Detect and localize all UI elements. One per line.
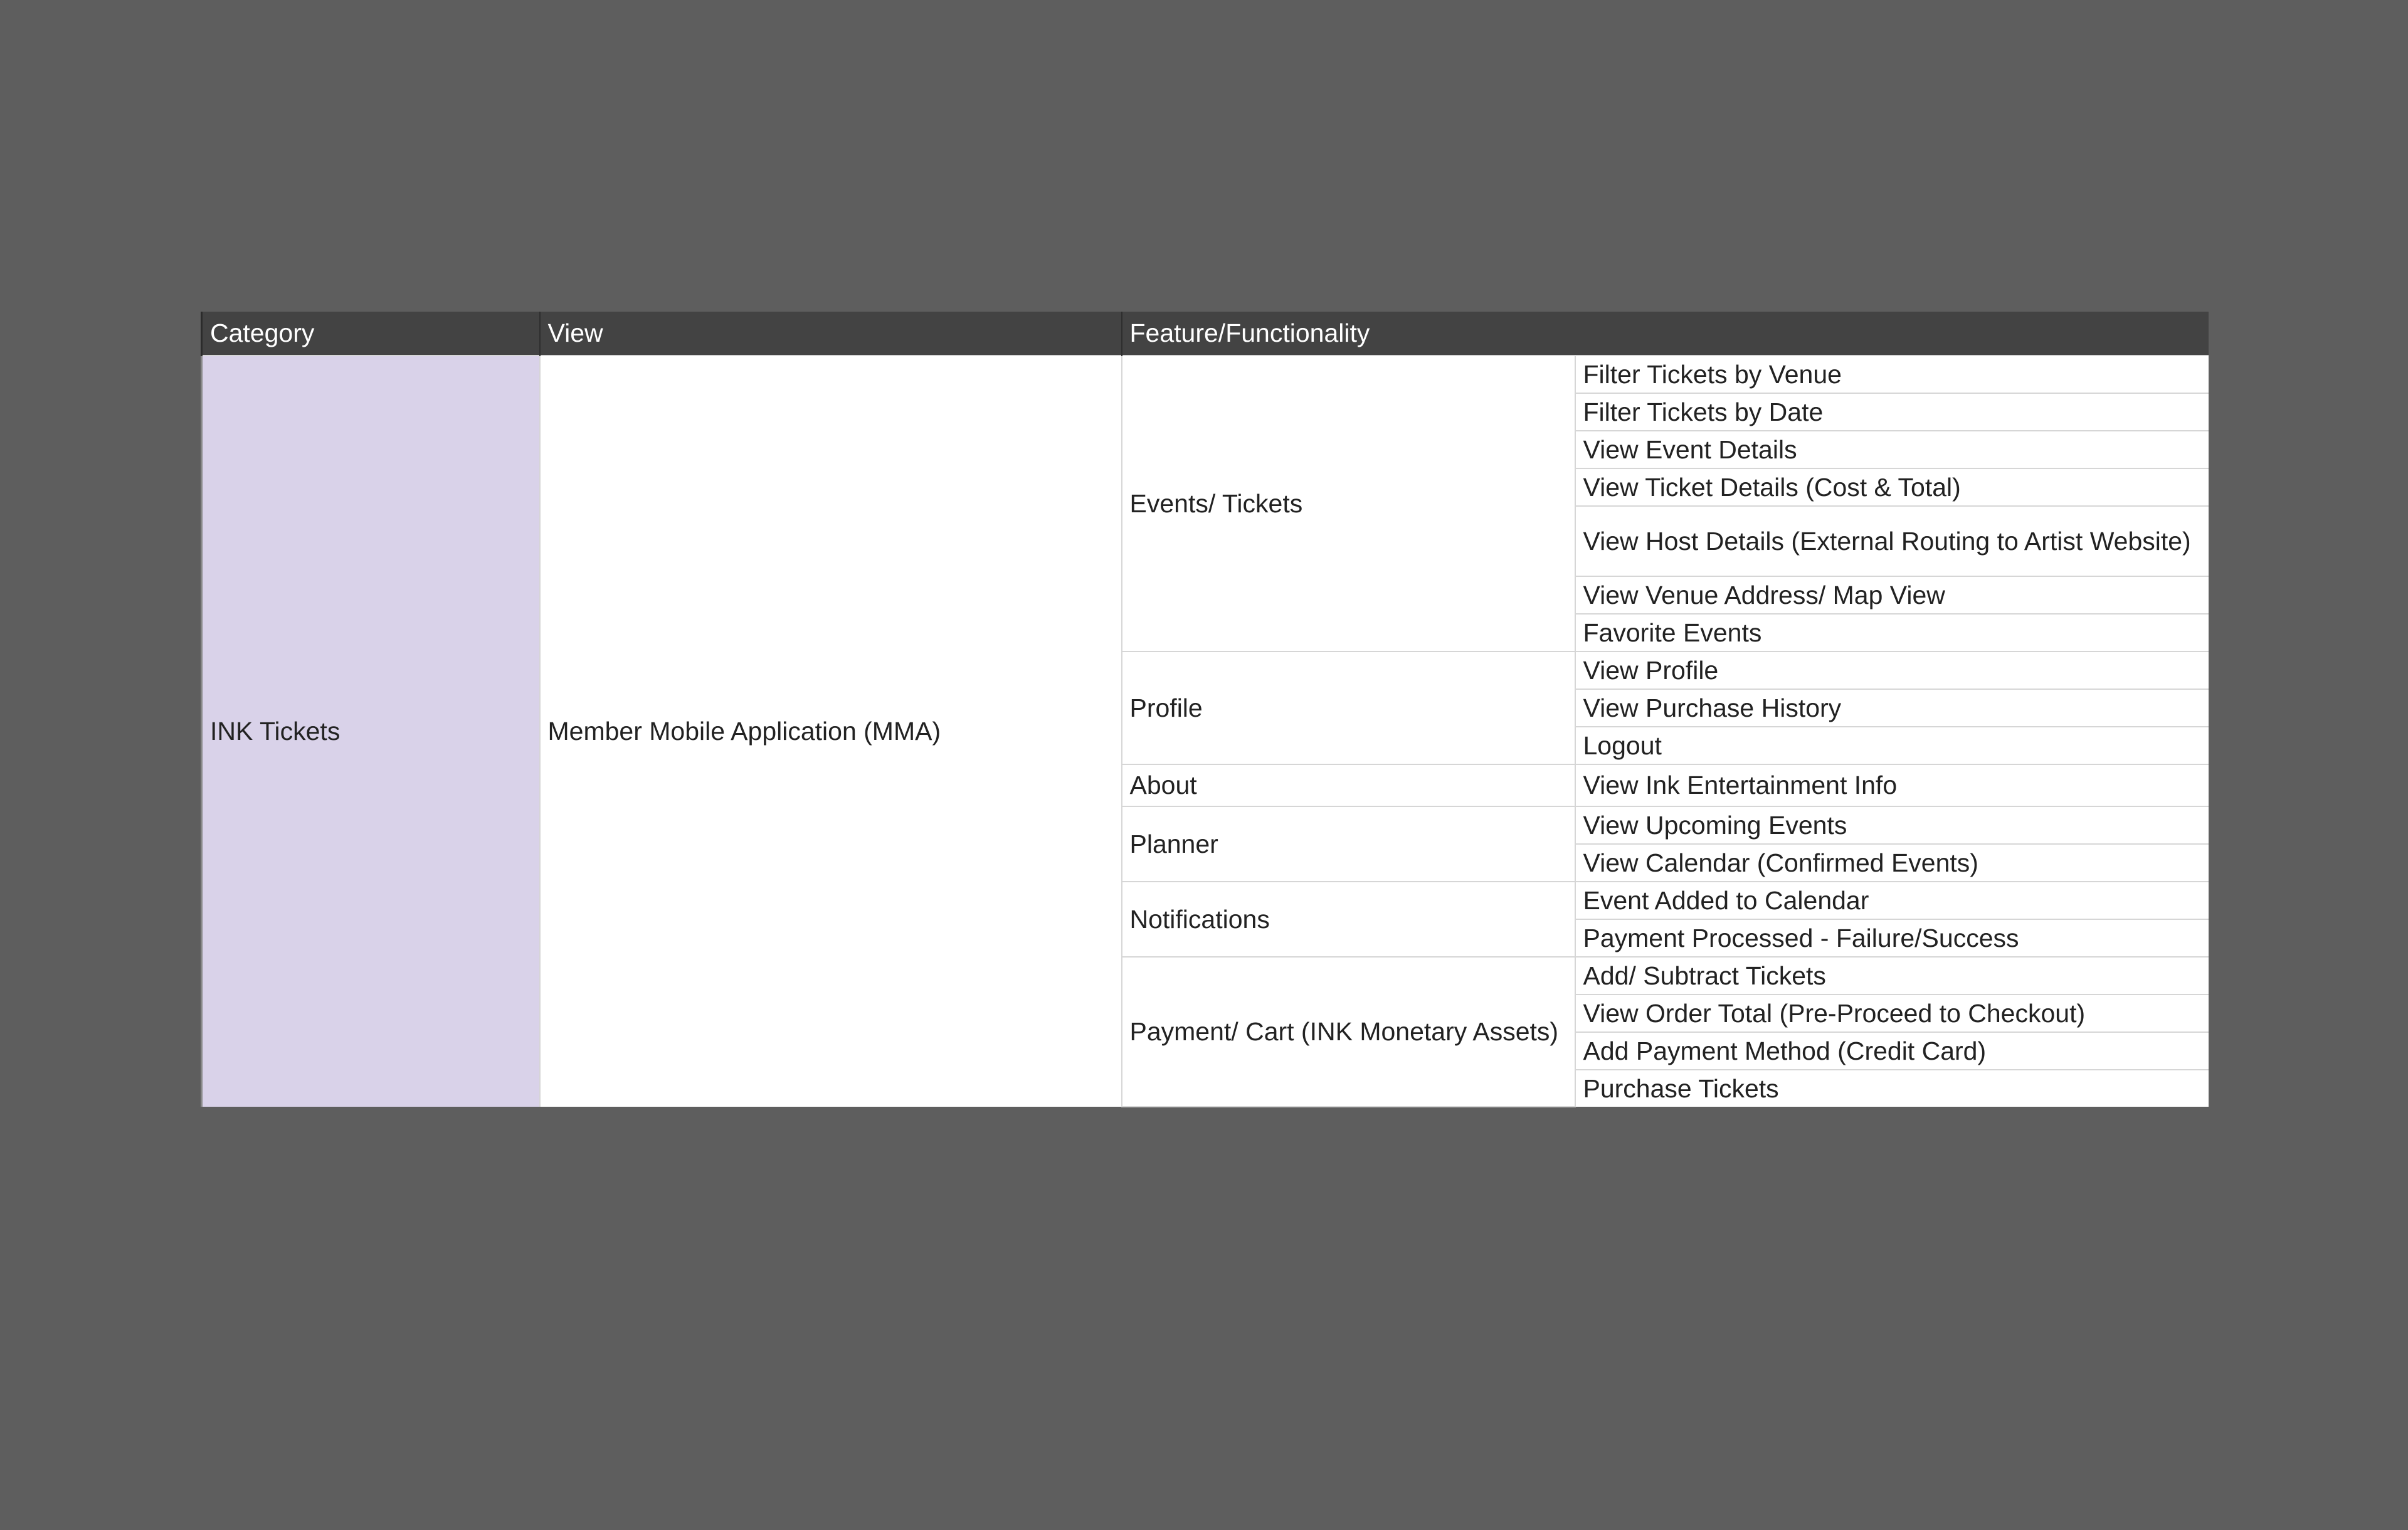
feature-cell[interactable]: View Upcoming Events xyxy=(1575,806,2209,844)
view-cell[interactable]: Member Mobile Application (MMA) xyxy=(540,356,1122,1107)
feature-cell[interactable]: View Host Details (External Routing to Artist Website) xyxy=(1575,506,2209,576)
feature-cell[interactable]: View Ticket Details (Cost & Total) xyxy=(1575,468,2209,506)
group-cell-payment-cart[interactable]: Payment/ Cart (INK Monetary Assets) xyxy=(1122,957,1575,1107)
group-cell-notifications[interactable]: Notifications xyxy=(1122,882,1575,957)
feature-table xyxy=(201,312,2209,1107)
header-row xyxy=(202,312,2209,356)
feature-cell[interactable]: Event Added to Calendar xyxy=(1575,882,2209,919)
header-view[interactable]: View xyxy=(540,312,1122,356)
feature-cell[interactable]: Favorite Events xyxy=(1575,614,2209,652)
group-cell-about[interactable]: About xyxy=(1122,764,1575,806)
group-cell-events-tickets[interactable]: Events/ Tickets xyxy=(1122,356,1575,652)
feature-cell[interactable]: Payment Processed - Failure/Success xyxy=(1575,919,2209,957)
feature-cell[interactable]: Filter Tickets by Venue xyxy=(1575,356,2209,393)
header-feature[interactable]: Feature/Functionality xyxy=(1122,312,2209,356)
header-category[interactable]: Category xyxy=(202,312,540,356)
feature-cell[interactable]: Add Payment Method (Credit Card) xyxy=(1575,1032,2209,1070)
table-row xyxy=(202,356,2209,393)
feature-cell[interactable]: Filter Tickets by Date xyxy=(1575,393,2209,431)
feature-cell[interactable]: View Event Details xyxy=(1575,431,2209,468)
feature-cell[interactable]: View Ink Entertainment Info xyxy=(1575,764,2209,806)
spreadsheet xyxy=(201,312,2207,1107)
feature-cell[interactable]: Purchase Tickets xyxy=(1575,1070,2209,1107)
category-cell[interactable]: INK Tickets xyxy=(202,356,540,1107)
group-cell-planner[interactable]: Planner xyxy=(1122,806,1575,882)
group-cell-profile[interactable]: Profile xyxy=(1122,652,1575,764)
feature-cell[interactable]: View Purchase History xyxy=(1575,689,2209,727)
feature-cell[interactable]: View Venue Address/ Map View xyxy=(1575,576,2209,614)
feature-cell[interactable]: View Profile xyxy=(1575,652,2209,689)
feature-cell[interactable]: Add/ Subtract Tickets xyxy=(1575,957,2209,994)
feature-cell[interactable]: View Calendar (Confirmed Events) xyxy=(1575,844,2209,882)
feature-cell[interactable]: View Order Total (Pre-Proceed to Checkout) xyxy=(1575,994,2209,1032)
feature-cell[interactable]: Logout xyxy=(1575,727,2209,764)
